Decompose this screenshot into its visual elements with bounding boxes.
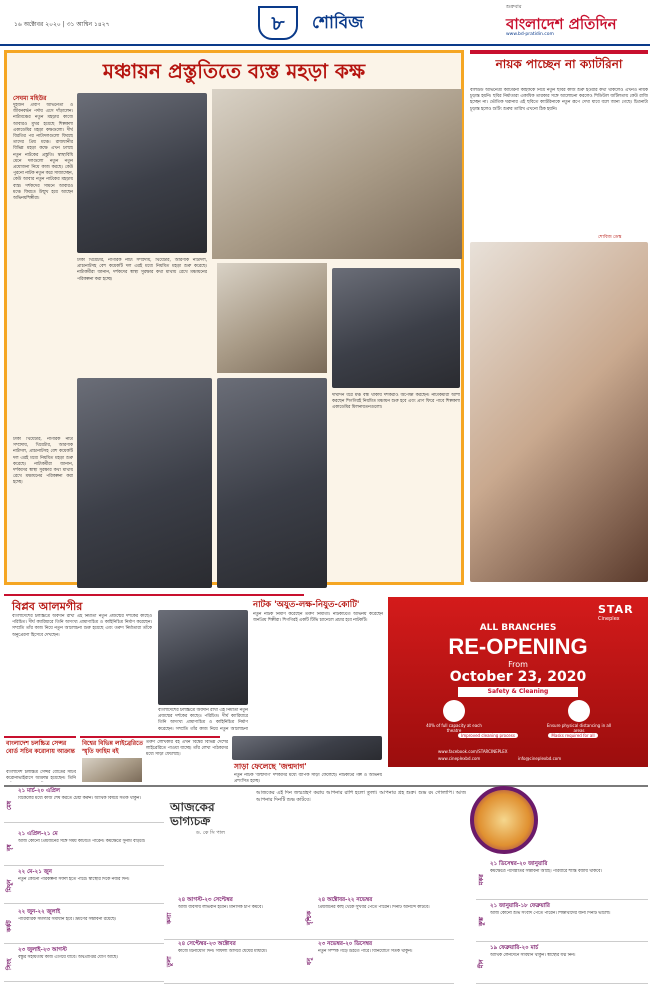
zodiac-sign-name: মকর bbox=[478, 874, 485, 886]
zodiac-sign-text: বন্ধুর সহায়তায় কাজ এগিয়ে যাবে। অর্থপ্রাপ্তির যোগ আছে। bbox=[18, 955, 118, 960]
zodiac-sign-name: বৃষ bbox=[6, 844, 13, 852]
capacity-icon bbox=[443, 700, 465, 722]
rehearsal-photo-yoga bbox=[212, 89, 462, 259]
biplab-headline: বিপ্লব আলমগীর bbox=[12, 600, 83, 613]
zodiac-sign-text: বিকেলের মধ্যে কাজ শেষ করতে চেষ্টা করুন। আর্থিক বিষয়ে সতর্ক থাকুন। bbox=[18, 796, 141, 801]
zodiac-sign-text: আজ কোনো প্রিয়জনের সঙ্গে সময় কাটাতে পারেন। কর্মক্ষেত্রে সুনাম বাড়বে। bbox=[18, 839, 146, 844]
horoscope-cell-10 bbox=[476, 860, 648, 900]
zodiac-sign-name: কন্যা bbox=[166, 912, 173, 924]
katrina-credit: শোবিজ ডেস্ক bbox=[598, 235, 622, 240]
feature-story bbox=[4, 50, 464, 585]
zodiac-sign-name: মেষ bbox=[6, 800, 13, 810]
horoscope-cell-4 bbox=[4, 908, 164, 944]
zodiac-sign-text: কাজে মনোযোগ দিন। সাফল্য আসবে ধৈর্যের মাধ্যমে। bbox=[178, 949, 268, 954]
library-rule bbox=[80, 736, 220, 738]
katrina-rule bbox=[470, 50, 648, 54]
issue-date: ১৬ অক্টোবর ২০২০ | ৩১ আশ্বিন ১৪২৭ bbox=[14, 21, 110, 28]
zodiac-sign-dates: ২৪ সেপ্টেম্বর-২৩ অক্টোবর bbox=[178, 941, 236, 947]
zodiac-sign-name: সিংহ bbox=[6, 958, 13, 970]
katrina-body: বলিউড অভিনেত্রী ক্যাটরিনা কাইফকে নিয়ে নতুন ছবির কাজ শুরু হওয়ার কথা থাকলেও এখনও নায়ক চূড়ান্ত হয়নি। ছবির নির্মাতারা একাধিক তারকার সঙ্গে আলোচনা করলেও শিডিউল জটিলতায় কেউ রাজি হচ্ছেন না। ভৌতিক ঘরানার এই ছবিতে ক্যাটরিনাকে নতুন রূপে দেখা যাবে বলে জানা গেছে। চিত্রনাট্য চূড়ান্ত হলেও শুটিং শুরুর তারিখ এখনো ঠিক হয়নি। bbox=[470, 88, 648, 112]
ad-info-4: Masks required for all bbox=[548, 733, 598, 738]
zodiac-sign-text: প্রিয়জনের কাছ থেকে সুখবর পেতে পারেন। দিনটি আনন্দে কাটবে। bbox=[318, 905, 430, 910]
zodiac-sign-text: কর্মক্ষেত্রে পদোন্নতির সম্ভাবনা আছে। পরিবারে শান্তি বজায় থাকবে। bbox=[490, 869, 602, 874]
katrina-headline: নায়ক পাচ্ছেন না ক্যাটরিনা bbox=[495, 57, 623, 71]
rehearsal-photo-3 bbox=[217, 263, 327, 373]
horoscope-cell-1 bbox=[4, 787, 164, 823]
zodiac-sign-text: আজ কোনো শুভ সংবাদ পেতে পারেন। শিক্ষার্থীদের জন্য দিনটি ভালো। bbox=[490, 911, 611, 916]
ad-info-3: Improved cleaning process bbox=[458, 733, 518, 738]
page-number: ৮ bbox=[258, 6, 298, 40]
zodiac-sign-name: কুম্ভ bbox=[478, 917, 485, 927]
janmadag-body: নতুন নাটক 'জন্মদাগ' দর্শকদের মধ্যে ব্যাপক সাড়া ফেলেছে। নাটকটির গল্প ও অভিনয় প্রশংসিত হচ্ছে। bbox=[234, 773, 382, 783]
zodiac-sign-name: তুলা bbox=[166, 956, 173, 968]
horoscope-cell-2 bbox=[4, 830, 164, 866]
zodiac-sign-dates: ২১ মার্চ-২০ এপ্রিল bbox=[18, 788, 60, 794]
biplab-body: বাংলাদেশের চলচ্চিত্রে অবদান রাখা এই নির্মাতা নতুন প্রজন্মের দর্শকের কাছেও পরিচিত। দীর্ঘ ক্যারিয়ারে তিনি অসংখ্য প্রামাণ্যচিত্র ও কাহিনিচিত্র নির্মাণ করেছেন। সম্প্রতি তাঁর কাজ নিয়ে নতুন আলোচনা শুরু হয়েছে এবং তরুণ নির্মাতারা তাঁকে অনুপ্রেরণা হিসেবে দেখছেন। bbox=[12, 614, 152, 638]
zodiac-sign-dates: ২৪ অক্টোবর-২২ নভেম্বর bbox=[318, 897, 373, 903]
ad-date: October 23, 2020 bbox=[449, 669, 587, 685]
library-photo bbox=[82, 758, 142, 782]
zodiac-sign-dates: ২৩ জুলাই-২৩ আগস্ট bbox=[18, 947, 67, 953]
zodiac-sign-name: কর্কট bbox=[6, 920, 13, 932]
library-headline: বিশ্বের বিভিন্ন লাইব্রেরিতে স্মৃতি ফাহিম বই bbox=[82, 740, 143, 755]
zodiac-sign-text: নতুন কোনো পরিকল্পনা সফল হতে পারে। স্বাস্থ্যের দিকে নজর দিন। bbox=[18, 877, 130, 882]
zodiac-sign-dates: ২৩ নভেম্বর-২০ ডিসেম্বর bbox=[318, 941, 373, 947]
horoscope-cell-5 bbox=[4, 946, 164, 982]
biplab-rule bbox=[4, 594, 304, 596]
zodiac-sign-dates: ১৯ ফেব্রুয়ারি-২০ মার্চ bbox=[490, 945, 539, 951]
rehearsal-photo-1 bbox=[77, 93, 207, 253]
star-cineplex-ad bbox=[388, 597, 648, 767]
ad-reopening: RE-OPENING bbox=[448, 634, 588, 659]
horoscope-author: ড. কে সি পাল bbox=[196, 830, 225, 836]
ad-website: www.cineplexbd.com bbox=[438, 756, 481, 761]
zodiac-sign-name: মীন bbox=[478, 959, 485, 969]
zodiac-wheel-icon bbox=[470, 786, 538, 854]
horoscope-cell-11 bbox=[476, 902, 648, 942]
zodiac-sign-dates: ২২ জুন-২২ জুলাই bbox=[18, 909, 61, 915]
newspaper-url: www.bd-pratidin.com bbox=[506, 32, 554, 37]
ad-safety: Safety & Cleaning bbox=[458, 687, 578, 697]
library-body: তরুণ লেখিকার বই এখন বিশ্বের বিভিন্ন দেশের লাইব্রেরিতে পাওয়া যাচ্ছে। তাঁর লেখা পাঠকদের মধ্যে সাড়া ফেলেছে। bbox=[146, 740, 228, 758]
zodiac-sign-text: আর্থিক লেনদেনে সাবধান থাকুন। স্বাস্থ্যের যত্ন নিন। bbox=[490, 953, 576, 958]
ad-email: info@cineplexbd.com bbox=[518, 756, 562, 761]
zodiac-sign-dates: ২১ জানুয়ারি-১৮ ফেব্রুয়ারি bbox=[490, 903, 550, 909]
natok-body: নতুন নাটক নির্মাণ করেছেন তরুণ নির্মাতা। নাটকটিতে অভিনয় করেছেন জনপ্রিয় শিল্পীরা। শিগগিরই একটি টিভি চ্যানেলে প্রচার হবে নাটকটি। bbox=[253, 612, 383, 624]
newspaper-logo: বাংলাদেশ প্রতিদিন bbox=[506, 15, 617, 33]
rehearsal-photo-2 bbox=[77, 378, 212, 588]
distancing-icon bbox=[568, 700, 590, 722]
horoscope-cell-3 bbox=[4, 868, 164, 904]
zodiac-sign-name: বৃশ্চিক bbox=[306, 911, 313, 926]
zodiac-sign-text: আজ ব্যবসায় লাভবান হবেন। মানসিক চাপ কমবে। bbox=[178, 905, 263, 910]
feature-col1b: ঢাকা থিয়েটার, নাগরিক নাট্য সম্প্রদায়, থিয়েটার, আরণ্যক নাট্যদল, প্রাচ্যনাটসহ বেশ কয়েকটি দল এরই মধ্যে নিয়মিত মহড়া শুরু করেছে। নাট্যকর্মীরা জানান, দর্শকদের স্বাস্থ্য সুরক্ষার কথা মাথায় রেখে মঞ্চায়নের পরিকল্পনা করা হচ্ছে। bbox=[13, 437, 73, 486]
biplab-photo bbox=[158, 610, 248, 705]
janmadag-photo bbox=[232, 736, 382, 760]
feature-headline: মঞ্চায়ন প্রস্তুতিতে ব্যস্ত মহড়া কক্ষ bbox=[102, 59, 366, 83]
katrina-photo bbox=[470, 242, 648, 582]
zodiac-sign-text: নতুন সম্পর্ক গড়ে উঠতে পারে। বিনিয়োগে সতর্ক থাকুন। bbox=[318, 949, 413, 954]
zodiac-sign-name: ধনু bbox=[306, 958, 313, 966]
natok-headline: নাটক 'অযুত-লক্ষ-নিযুত-কোটি' bbox=[253, 600, 360, 610]
horoscope-intro: আজকের এই দিন জন্মগ্রহণ করায় আপনার রাশি হলো তুলা। আপনার গ্রহ শুক্র। শুভ রং গোলাপি। আজ আপনার দিনটি শুভ কাটবে। bbox=[256, 790, 466, 803]
horoscope-cell-9 bbox=[304, 940, 454, 984]
star-logo-sub: Cineplex bbox=[598, 616, 620, 622]
zodiac-sign-dates: ২১ ডিসেম্বর-২০ জানুয়ারি bbox=[490, 861, 548, 867]
feature-col2: ঢাকা থিয়েটার, নাগরিক নাট্য সম্প্রদায়, থিয়েটার, আরণ্যক নাট্যদল, প্রাচ্যনাটসহ বেশ কয়েকটি দল এরই মধ্যে নিয়মিত মহড়া শুরু করেছে। নাট্যকর্মীরা জানান, দর্শকদের স্বাস্থ্য সুরক্ষার কথা মাথায় রেখে মঞ্চায়নের পরিকল্পনা করা হচ্ছে। bbox=[77, 258, 207, 282]
horoscope-cell-8 bbox=[304, 896, 454, 940]
feature-byline: সেঘমা মহিউর bbox=[13, 95, 47, 102]
chamber-headline: বাংলাদেশ চলচ্চিত্র সেন্সর বোর্ড সচিব করোনায় আক্রান্ত bbox=[6, 740, 75, 755]
zodiac-sign-text: পারিবারিক সমস্যার সমাধান হবে। ভ্রমণের সম্ভাবনা রয়েছে। bbox=[18, 917, 117, 922]
ad-all-branches: ALL BRANCHES bbox=[479, 623, 557, 633]
ad-info-1: 40% of full capacity at each theatre bbox=[426, 723, 482, 733]
rehearsal-photo-5 bbox=[217, 378, 327, 588]
chamber-rule bbox=[4, 736, 76, 738]
feature-col3: দীর্ঘদিন ধরে মঞ্চ বন্ধ থাকায় দর্শকরাও অপেক্ষা করছেন। নাট্যকর্মীরা আশা করছেন শিগগিরই নিয়মিত মঞ্চায়ন শুরু হবে এবং প্রাণ ফিরে পাবে শিল্পকলা একাডেমির মিলনায়তনগুলো। bbox=[332, 393, 460, 411]
logo-day: শুক্রবার bbox=[506, 4, 522, 10]
biplab-body-2: বাংলাদেশের চলচ্চিত্রে অবদান রাখা এই নির্মাতা নতুন প্রজন্মের দর্শকের কাছেও পরিচিত। দীর্ঘ ক্যারিয়ারে তিনি অসংখ্য প্রামাণ্যচিত্র ও কাহিনিচিত্র নির্মাণ করেছেন। সম্প্রতি তাঁর কাজ নিয়ে নতুন আলোচনা bbox=[158, 708, 248, 732]
zodiac-sign-name: মিথুন bbox=[6, 879, 13, 893]
horoscope-cell-6 bbox=[164, 896, 304, 940]
zodiac-sign-dates: ২২ মে-২১ জুন bbox=[18, 869, 52, 875]
chamber-body: বাংলাদেশ চলচ্চিত্র সেন্সর বোর্ডের সচিব করোনাভাইরাসে আক্রান্ত হয়েছেন। তিনি bbox=[6, 770, 76, 782]
feature-col1: দুইজন প্রবীণ অভিনেতা ও জীবনবর্দ্ধন পর্দায় এসে দাঁড়ালেন। নাট্যমঞ্চের নতুন মহড়ার কাজে আবারও মুখর হয়েছে শিল্পকলা একাডেমির মহড়া কক্ষগুলো। দীর্ঘ বিরতির পর নাট্যদলগুলো ফিরছে তাদের প্রিয় মঞ্চে। রাজধানীর বিভিন্ন মহড়া কক্ষে এখন চলছে নতুন নাটকের প্রস্তুতি। স্বাস্থ্যবিধি মেনে দলগুলো নতুন নতুন প্রযোজনা নিয়ে কাজ করছে। কেউ পুরনো নাটক নতুন করে সাজাচ্ছেন, কেউ আবার নতুন নাটকের মহড়ায় ব্যস্ত। দর্শকদের সামনে আবারও মঞ্চে ফিরতে উন্মুখ হয়ে আছেন অভিনয়শিল্পীরা। bbox=[13, 103, 73, 202]
rehearsal-photo-4 bbox=[332, 268, 460, 388]
section-title: শোবিজ bbox=[312, 13, 364, 33]
zodiac-sign-dates: ২৪ আগস্ট-২৩ সেপ্টেম্বর bbox=[178, 897, 233, 903]
horoscope-cell-12 bbox=[476, 944, 648, 984]
ad-from: From bbox=[508, 660, 528, 669]
zodiac-sign-dates: ২১ এপ্রিল-২১ মে bbox=[18, 831, 58, 837]
star-logo: STAR bbox=[598, 603, 634, 616]
horoscope-cell-7 bbox=[164, 940, 304, 984]
ad-facebook: www.facebook.com/STARCINEPLEX bbox=[438, 749, 508, 754]
horoscope-title: আজকের ভাগ্যচক্র bbox=[170, 800, 215, 828]
ad-info-2: Ensure physical distancing in all areas bbox=[546, 723, 612, 733]
janmadag-headline: সাড়া ফেলেছে 'জন্মদাগ' bbox=[234, 762, 307, 771]
